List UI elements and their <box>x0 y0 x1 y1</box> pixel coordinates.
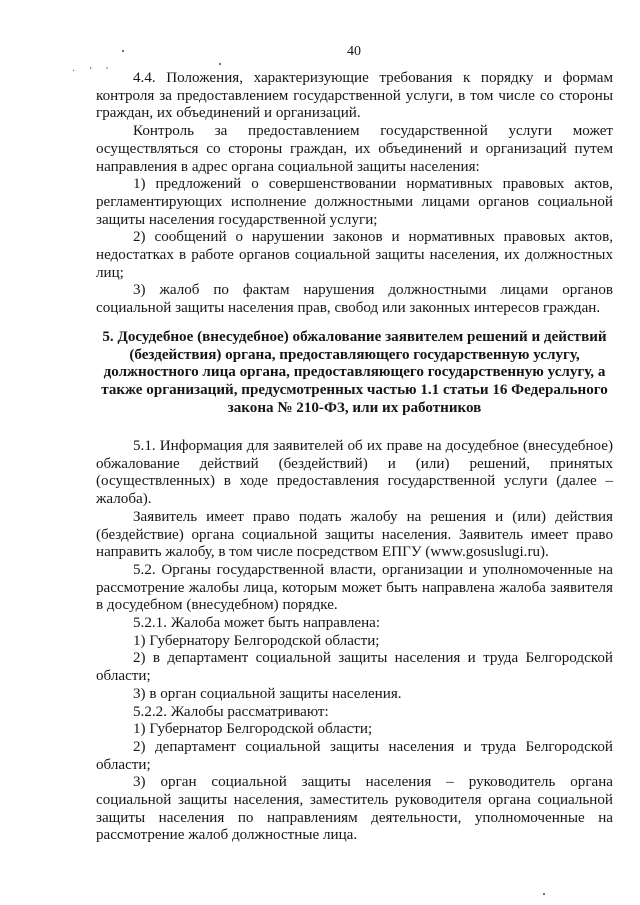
section-4-4-item-1: 1) предложений о совершенствовании нормативных правовых актов, регламентирующих исполнение должностными лицами органов социальной защиты населения государственной услуги; <box>96 176 613 228</box>
section-4-4-item-3: 3) жалоб по фактам нарушения должностными лицами органов социальной защиты населения прав, свобод или законных интересов граждан. <box>96 282 613 317</box>
section-4-4-intro: Контроль за предоставлением государственной услуги может осуществляться со стороны граждан, их объединений и организаций путем направления в адрес органа социальной защиты населения: <box>96 123 613 175</box>
section-4-4-title: 4.4. Положения, характеризующие требования к порядку и формам контроля за предоставлением государственной услуги, в том числе со стороны граждан, их объединений и организаций. <box>96 70 613 122</box>
list-item: 1) Губернатору Белгородской области; <box>133 632 380 649</box>
paragraph-5-2-2: 5.2.2. Жалобы рассматривают: <box>133 703 329 720</box>
list-item: 1) Губернатор Белгородской области; <box>133 721 373 738</box>
paragraph-5-2: 5.2. Органы государственной власти, организации и уполномоченные на рассмотрение жалобы лица, которым может быть направлена жалоба заявителя в досудебном (внесудебном) порядке. <box>96 561 613 614</box>
section-5-heading: 5. Досудебное (внесудебное) обжалование заявителем решений и действий (бездействия) органа, предоставляющего государственную услугу, должностного лица органа, предоставляющего государственную услугу, а также организаций, предусмотренных частью 1.1 статьи 16 Федерального закона № 210-ФЗ, или их работников <box>101 329 608 416</box>
section-5-body <box>96 438 613 845</box>
paragraph-5-2-1: 5.2.1. Жалоба может быть направлена: <box>133 615 381 632</box>
scan-marks: · ' ' <box>72 66 114 77</box>
scan-speck <box>122 50 124 52</box>
scan-speck <box>219 63 221 65</box>
list-item: 2) департамент социальной защиты населения и труда Белгородской области; <box>96 738 613 773</box>
section-4-4-item-2: 2) сообщений о нарушении законов и нормативных правовых актов, недостатках в работе органов социальной защиты населения, их должностных лиц; <box>96 229 613 281</box>
list-item: 3) орган социальной защиты населения – руководитель органа социальной защиты населения, заместитель руководителя органа социальной защиты населения по направлениям деятельности, уполномоченные на рассмотрение жалоб должностные лица. <box>96 774 613 844</box>
list-item: 2) в департамент социальной защиты населения и труда Белгородской области; <box>96 650 613 685</box>
paragraph-5-1: 5.1. Информация для заявителей об их праве на досудебное (внесудебное) обжалование действий (бездействий) и (или) решений, принятых (осуществленных) в ходе предоставления государственной услуги (далее – жалоба). <box>96 438 613 508</box>
paragraph-appeal-right: Заявитель имеет право подать жалобу на решения и (или) действия (бездействие) органа социальной защиты населения. Заявитель имеет право направить жалобу, в том числе посредством ЕПГУ (www.gosuslugi.ru). <box>96 508 613 561</box>
page-number: 40 <box>347 44 361 59</box>
list-item: 3) в орган социальной защиты населения. <box>133 685 402 702</box>
scan-speck <box>543 893 545 895</box>
section-4-4 <box>96 70 613 318</box>
